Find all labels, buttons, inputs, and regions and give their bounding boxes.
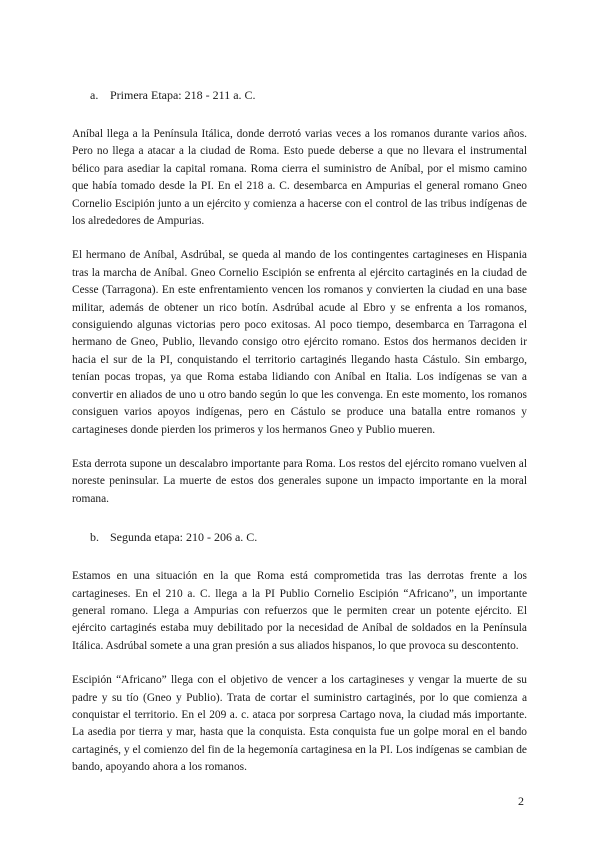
list-marker: b. xyxy=(90,530,99,545)
paragraph: Aníbal llega a la Península Itálica, donde derrotó varias veces a los romanos durante varios años. Pero no llega a atacar a la ciudad de Roma. Esto puede deberse a que no llevara el instrumental bélico para asediar la capital romana. Roma cierra el suministro de Aníbal, por el mismo camino que había tomado desde la PI. En el 218 a. C. desembarca en Ampurias el general romano Gneo Cornelio Escipión junto a un ejército y comienza a hacerse con el control de las tribus indígenas de los alrededores de Ampurias. xyxy=(72,128,527,228)
paragraph: Estamos en una situación en la que Roma está comprometida tras las derrotas frente a los cartagineses. En el 210 a. C. llega a la PI Publio Cornelio Escipión “Africano”, un importante general romano. Llega a Ampurias con refuerzos que le permiten crear un potente ejército. El ejército cartaginés estaba muy debilitado por la necesidad de Aníbal de soldados en la Península Itálica. Asdrúbal somete a una gran presión a sus aliados hispanos, lo que provoca su descontento. xyxy=(72,570,527,652)
paragraph: Escipión “Africano” llega con el objetivo de vencer a los cartagineses y vengar la muerte de su padre y su tío (Gneo y Publio). Trata de cortar el suministro cartaginés, por lo que comienza a conquistar el territorio. En el 209 a. c. ataca por sorpresa Cartago nova, la ciudad más importante. La asedia por tierra y mar, hasta que la conquista. Esta conquista fue un golpe moral en el bando cartaginés, y el comienzo del fin de la hegemonía cartaginesa en la PI. Los indígenas se cambian de bando, apoyando ahora a los romanos. xyxy=(72,674,527,774)
paragraph: El hermano de Aníbal, Asdrúbal, se queda al mando de los contingentes cartagineses en Hispania tras la marcha de Aníbal. Gneo Cornelio Escipión se enfrenta al ejército cartaginés en la ciudad de Cesse (Tarragona). En este enfrentamiento vencen los romanos y convierten la ciudad en una base militar, además de obtener un rico botín. Asdrúbal acude al Ebro y se enfrenta a los romanos, consiguiendo algunas victorias pero poco exitosas. Al poco tiempo, desembarca en Tarragona el hermano de Gneo, Publio, llevando consigo otro ejército romano. Estos dos hermanos deciden ir hacia el sur de la PI, conquistando el territorio cartaginés llegando hasta Cástulo. Sin embargo, tenían pocas tropas, ya que Roma estaba lidiando con Aníbal en Italia. Los indígenas se van a convertir en aliados de uno u otro bando según lo que les convenga. En este momento, los romanos consiguen varios apoyos indígenas, pero en Cástulo se produce una batalla entre romanos y cartagineses donde pierden los primeros y los hermanos Gneo y Publio mueren. xyxy=(72,249,527,436)
page-number: 2 xyxy=(518,794,524,808)
section-heading-b xyxy=(90,528,527,546)
section-title: Primera Etapa: 218 - 211 a. C. xyxy=(110,88,256,102)
section-title: Segunda etapa: 210 - 206 a. C. xyxy=(110,530,258,545)
paragraph: Esta derrota supone un descalabro importante para Roma. Los restos del ejército romano vuelven al noreste peninsular. La muerte de estos dos generales supone un impacto importante en la moral romana. xyxy=(72,457,527,505)
list-marker: a. xyxy=(90,88,99,102)
section-heading-a xyxy=(90,86,527,104)
document-page xyxy=(72,86,527,794)
